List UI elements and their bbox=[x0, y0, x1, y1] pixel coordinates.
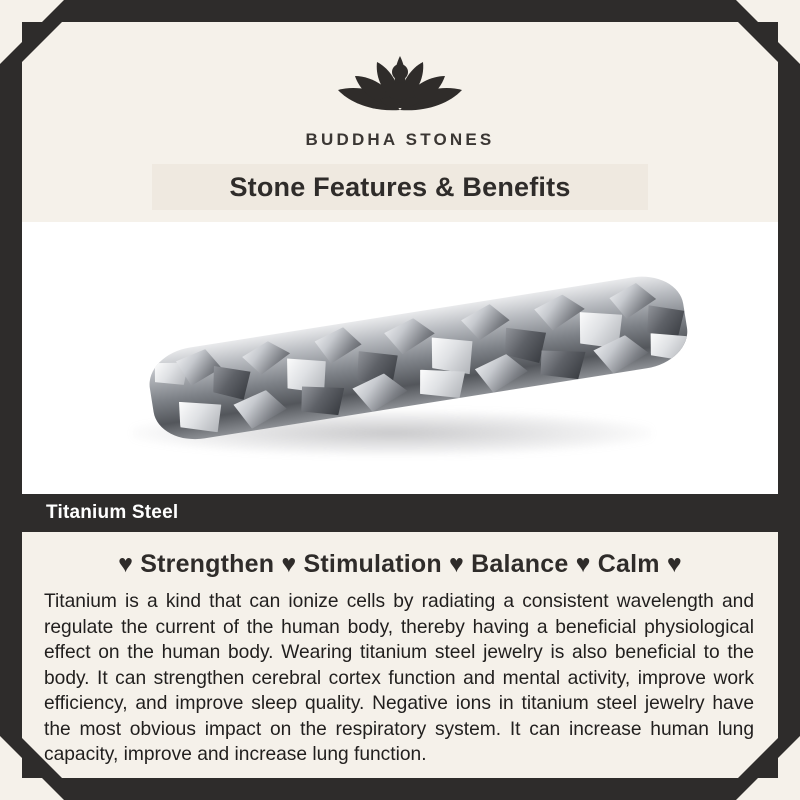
product-caption-bar bbox=[22, 494, 778, 532]
brand-block bbox=[22, 22, 778, 150]
lotus-meditation-icon bbox=[22, 36, 778, 128]
benefits-line: ♥ Strengthen ♥ Stimulation ♥ Balance ♥ Calm ♥ bbox=[118, 550, 682, 578]
content-area bbox=[22, 22, 778, 778]
brand-name: BUDDHA STONES bbox=[305, 130, 495, 149]
title-band bbox=[22, 164, 778, 210]
product-image bbox=[22, 222, 778, 494]
page-title: Stone Features & Benefits bbox=[229, 172, 571, 202]
description-paragraph: Titanium is a kind that can ionize cells by radiating a consistent wavelength and regulate the current of the human body, thereby having a beneficial physiological effect on the human body. Wearing titanium steel jewelry is also beneficial to the body. It can strengthen cerebral cortex function and mental activity, improve work efficiency, and improve sleep quality. Negative ions in titanium steel jewelry have the most obvious impact on the respiratory system. It can increase human lung capacity, improve and increase lung function. bbox=[44, 591, 754, 765]
product-caption-label: Titanium Steel bbox=[46, 502, 179, 523]
titanium-rod-body bbox=[145, 270, 693, 445]
